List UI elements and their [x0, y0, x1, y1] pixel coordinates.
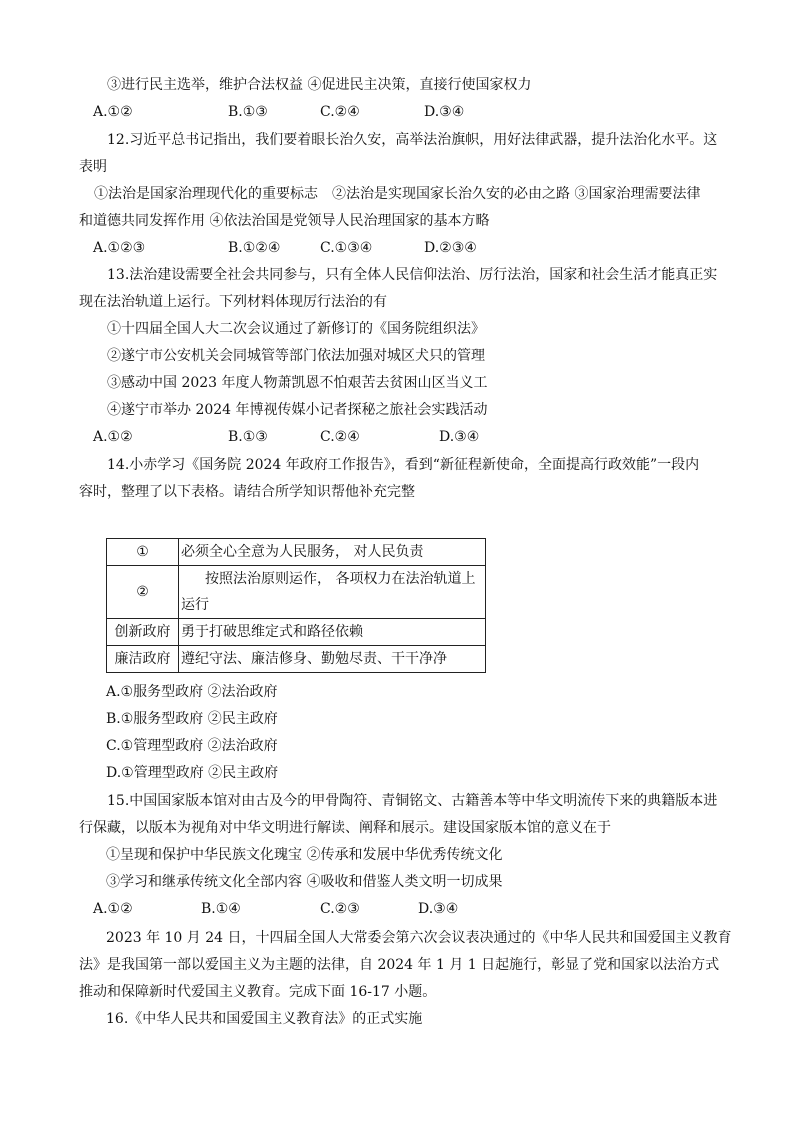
q14-stem-2: 容时，整理了以下表格。请结合所学知识帮他补充完整	[79, 484, 415, 500]
option-a: A.①②	[93, 901, 133, 917]
option-d: D.③④	[439, 429, 480, 445]
table-row	[107, 619, 486, 646]
option-d: D.②③④	[424, 240, 477, 256]
option-c: C.①③④	[320, 240, 373, 256]
option-c: C.②③	[320, 901, 360, 917]
q14-option-c: C.①管理型政府 ②法治政府	[106, 738, 278, 754]
q14-option-b: B.①服务型政府 ②民主政府	[106, 711, 278, 727]
table-row	[107, 539, 486, 566]
option-a: A.①②③	[93, 240, 146, 256]
material-line-1: 2023 年 10 月 24 日，十四届全国人大常委会第六次会议表决通过的《中华人民共和国爱国主义教育	[106, 930, 732, 946]
q12-stem-2: 表明	[79, 159, 107, 175]
q13-item-4: ④遂宁市举办 2024 年博视传媒小记者探秘之旅社会实践活动	[107, 402, 488, 418]
option-d: D.③④	[424, 104, 465, 120]
q16-stem: 16.《中华人民共和国爱国主义教育法》的正式实施	[106, 1011, 423, 1027]
q14-stem-1: 14.小赤学习《国务院 2024 年政府工作报告》，看到“新征程新使命，全面提高行政效能”一段内	[107, 457, 700, 473]
table-key: 廉洁政府	[107, 646, 179, 673]
option-b: B.①④	[201, 901, 241, 917]
table-key: ②	[107, 566, 179, 619]
q11-item-line: ③进行民主选举，维护合法权益 ④促进民主决策，直接行使国家权力	[107, 77, 532, 93]
table-value-line-2: 运行	[181, 597, 209, 613]
q13-item-2: ②遂宁市公安机关会同城管等部门依法加强对城区犬只的管理	[107, 348, 485, 364]
q15-stem-2: 行保藏，以版本为视角对中华文明进行解读、阐释和展示。建设国家版本馆的意义在于	[79, 820, 611, 836]
option-b: B.①②④	[228, 240, 281, 256]
q14-table	[106, 538, 486, 673]
q12-item-1: ①法治是国家治理现代化的重要标志 ②法治是实现国家长治久安的必由之路 ③国家治理需要法律	[94, 186, 701, 202]
q12-item-2: 和道德共同发挥作用 ④依法治国是党领导人民治理国家的基本方略	[79, 213, 490, 229]
table-value-line-1: 按照法治原则运作， 各项权力在法治轨道上	[205, 571, 476, 587]
option-d: D.③④	[418, 901, 459, 917]
q12-stem-1: 12.习近平总书记指出，我们要着眼长治久安，高举法治旗帜，用好法律武器，提升法治化水平。这	[107, 132, 718, 148]
table-key: ①	[107, 539, 179, 566]
material-line-2: 法》是我国第一部以爱国主义为主题的法律，自 2024 年 1 月 1 日起施行，彰显了党和国家以法治方式	[79, 957, 720, 973]
material-line-3: 推动和保障新时代爱国主义教育。完成下面 16-17 小题。	[79, 984, 437, 1000]
q13-item-1: ①十四届全国人大二次会议通过了新修订的《国务院组织法》	[107, 321, 485, 337]
option-c: C.②④	[320, 104, 360, 120]
q13-item-3: ③感动中国 2023 年度人物萧凯恩不怕艰苦去贫困山区当义工	[107, 375, 488, 391]
option-c: C.②④	[320, 429, 360, 445]
table-key: 创新政府	[107, 619, 179, 646]
q14-option-a: A.①服务型政府 ②法治政府	[106, 684, 278, 700]
table-value: 遵纪守法、廉洁修身、勤勉尽责、干干净净	[179, 646, 486, 673]
q13-stem-2: 现在法治轨道上运行。下列材料体现厉行法治的有	[79, 294, 387, 310]
table-row	[107, 646, 486, 673]
option-b: B.①③	[228, 104, 268, 120]
q15-item-2: ③学习和继承传统文化全部内容 ④吸收和借鉴人类文明一切成果	[106, 874, 503, 890]
q14-option-d: D.①管理型政府 ②民主政府	[106, 765, 279, 781]
table-value: 必须全心全意为人民服务， 对人民负责	[179, 539, 486, 566]
table-value-multiline	[179, 566, 486, 619]
table-row	[107, 566, 486, 619]
q15-stem-1: 15.中国国家版本馆对由古及今的甲骨陶符、青铜铭文、古籍善本等中华文明流传下来的典籍版本进	[107, 793, 718, 809]
option-b: B.①③	[228, 429, 268, 445]
q15-item-1: ①呈现和保护中华民族文化瑰宝 ②传承和发展中华优秀传统文化	[106, 847, 503, 863]
option-a: A.①②	[93, 104, 133, 120]
option-a: A.①②	[93, 429, 133, 445]
q13-stem-1: 13.法治建设需要全社会共同参与，只有全体人民信仰法治、厉行法治，国家和社会生活才能真正实	[107, 267, 718, 283]
table-value: 勇于打破思维定式和路径依赖	[179, 619, 486, 646]
